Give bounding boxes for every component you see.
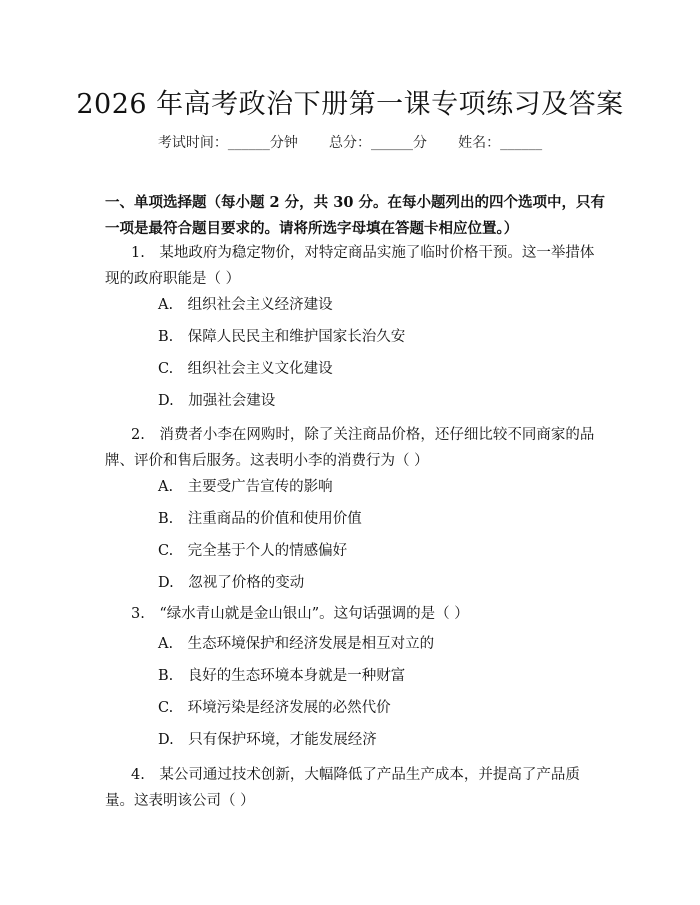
question-stem <box>105 601 605 627</box>
document-title: 2026 年高考政治下册第一课专项练习及答案 <box>76 89 624 120</box>
option-item: C. 完全基于个人的情感偏好 <box>158 543 348 559</box>
name-label: 姓名： <box>458 135 501 151</box>
option-item: B. 良好的生态环境本身就是一种财富 <box>158 668 406 684</box>
question-1-text: 1. 某地政府为稳定物价，对特定商品实施了临时价格干预。这一举措体现的政府职能是（ ） <box>105 245 595 287</box>
score-blank: ______ <box>371 135 413 151</box>
option-item: D. 只有保护环境，才能发展经济 <box>158 732 377 748</box>
question-2-text: 2. 消费者小李在网购时，除了关注商品价格，还仔细比较不同商家的品牌、评价和售后服务。这表明小李的消费行为（ ） <box>105 427 595 469</box>
section-header: 一、单项选择题（每小题 2 分，共 30 分。在每小题列出的四个选项中，只有一项是最符合题目要求的。请将所选字母填在答题卡相应位置。） <box>105 194 605 237</box>
option-item: D. 忽视了价格的变动 <box>158 575 305 591</box>
question-3-text: 3. “绿水青山就是金山银山”。这句话强调的是（ ） <box>131 606 469 622</box>
question-stem <box>105 240 605 292</box>
option-item: B. 保障人民民主和维护国家长治久安 <box>158 329 406 345</box>
time-unit: 分钟 <box>269 135 298 151</box>
score-unit: 分 <box>413 135 427 151</box>
option-item: A. 生态环境保护和经济发展是相互对立的 <box>158 636 435 652</box>
option-item: A. 组织社会主义经济建设 <box>158 297 333 313</box>
option-item: B. 注重商品的价值和使用价值 <box>158 511 362 527</box>
time-label: 考试时间： <box>157 135 228 151</box>
option-item: C. 环境污染是经济发展的必然代价 <box>158 700 391 716</box>
question-4-text: 4. 某公司通过技术创新，大幅降低了产品生产成本，并提高了产品质量。这表明该公司（ ） <box>105 767 580 809</box>
question-stem <box>105 762 605 814</box>
name-blank: ______ <box>500 135 543 151</box>
option-item: D. 加强社会建设 <box>158 393 276 409</box>
option-item: A. 主要受广告宣传的影响 <box>158 479 333 495</box>
option-item: C. 组织社会主义文化建设 <box>158 361 333 377</box>
score-label: 总分： <box>329 135 371 151</box>
question-stem <box>105 422 605 474</box>
exam-info-line <box>0 132 700 152</box>
time-blank: ______ <box>227 135 270 151</box>
